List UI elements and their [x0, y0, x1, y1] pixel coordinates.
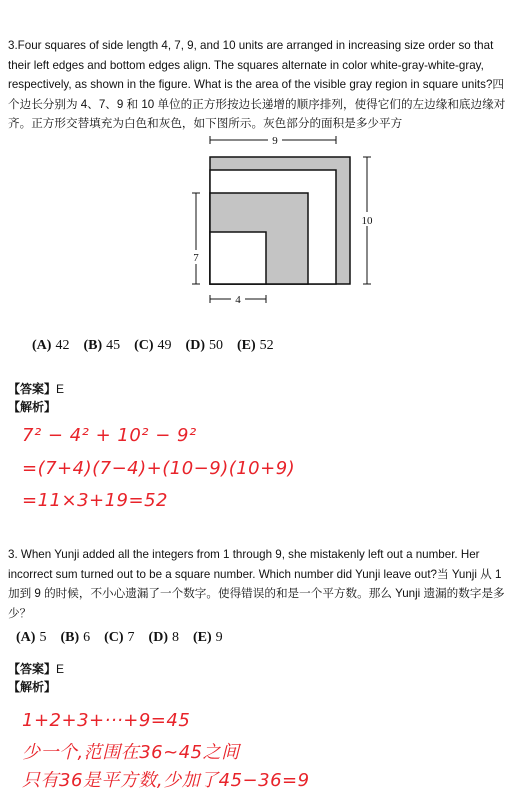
choice-a[interactable]: (A) 42 — [32, 338, 70, 353]
q1-work-line-2: =(7+4)(7−4)+(10−9)(10+9) — [22, 458, 296, 479]
question-2-explain-label: 【解析】 — [8, 680, 57, 694]
question-1-text: 3.Four squares of side length 4, 7, 9, and 10 units are arranged in increasing size order so that their left edges and bottom edges align. The squares alternate in color white-gray-white-gray, respectively, as shown in the figure. What is the area of the visible gray region in square units?四个边长分别为 4、7、9 和 10 单位的正方形按边长递增的顺序排列，使得它们的左边缘和底边缘对齐。正方形交替填充为白色和灰色，如下图所示。灰色部分的面积是多少平方 — [8, 39, 506, 130]
choice-e[interactable]: (E) 9 — [192, 630, 223, 645]
dimension-7 — [192, 193, 200, 284]
label-7: 7 — [193, 252, 199, 264]
question-2-text: 3. When Yunji added all the integers from 1 through 9, she mistakenly left out a number. Her incorrect sum turned out to be a square number. Which number did Yunji leave out?当 Yunji 从 1 加到 9 的时候，不小心遗漏了一个数字。使得错误的和是一个平方数。那么 Yunji 遗漏的数字是多少？ — [8, 548, 505, 620]
question-1-choices — [32, 338, 274, 354]
q2-work-line-1: 1+2+3+···+9=45 — [22, 710, 191, 731]
choice-b[interactable]: (B) 6 — [60, 630, 91, 645]
q2-work-line-2: 少一个,范围在36~45之间 — [22, 742, 240, 763]
label-4: 4 — [235, 294, 241, 306]
q2-work-line-3: 只有36是平方数,少加了45−36=9 — [22, 770, 310, 791]
question-2-answer: 【答案】E — [8, 662, 65, 676]
choice-e[interactable]: (E) 52 — [236, 338, 274, 353]
label-10: 10 — [361, 215, 373, 227]
choice-c[interactable]: (C) 49 — [134, 338, 172, 353]
q1-work-line-3: =11×3+19=52 — [22, 490, 168, 511]
choice-d[interactable]: (D) 50 — [185, 338, 223, 353]
question-1-explain-label: 【解析】 — [8, 400, 57, 414]
choice-d[interactable]: (D) 8 — [148, 630, 179, 645]
squares-figure — [190, 125, 390, 315]
square-4-white — [210, 232, 266, 284]
choice-b[interactable]: (B) 45 — [83, 338, 121, 353]
q1-work-line-1: 7² − 4² + 10² − 9² — [22, 425, 197, 446]
question-2-choices — [16, 630, 223, 646]
question-1-answer: 【答案】E — [8, 382, 65, 396]
label-9: 9 — [272, 135, 278, 147]
choice-a[interactable]: (A) 5 — [16, 630, 47, 645]
choice-c[interactable]: (C) 7 — [104, 630, 135, 645]
